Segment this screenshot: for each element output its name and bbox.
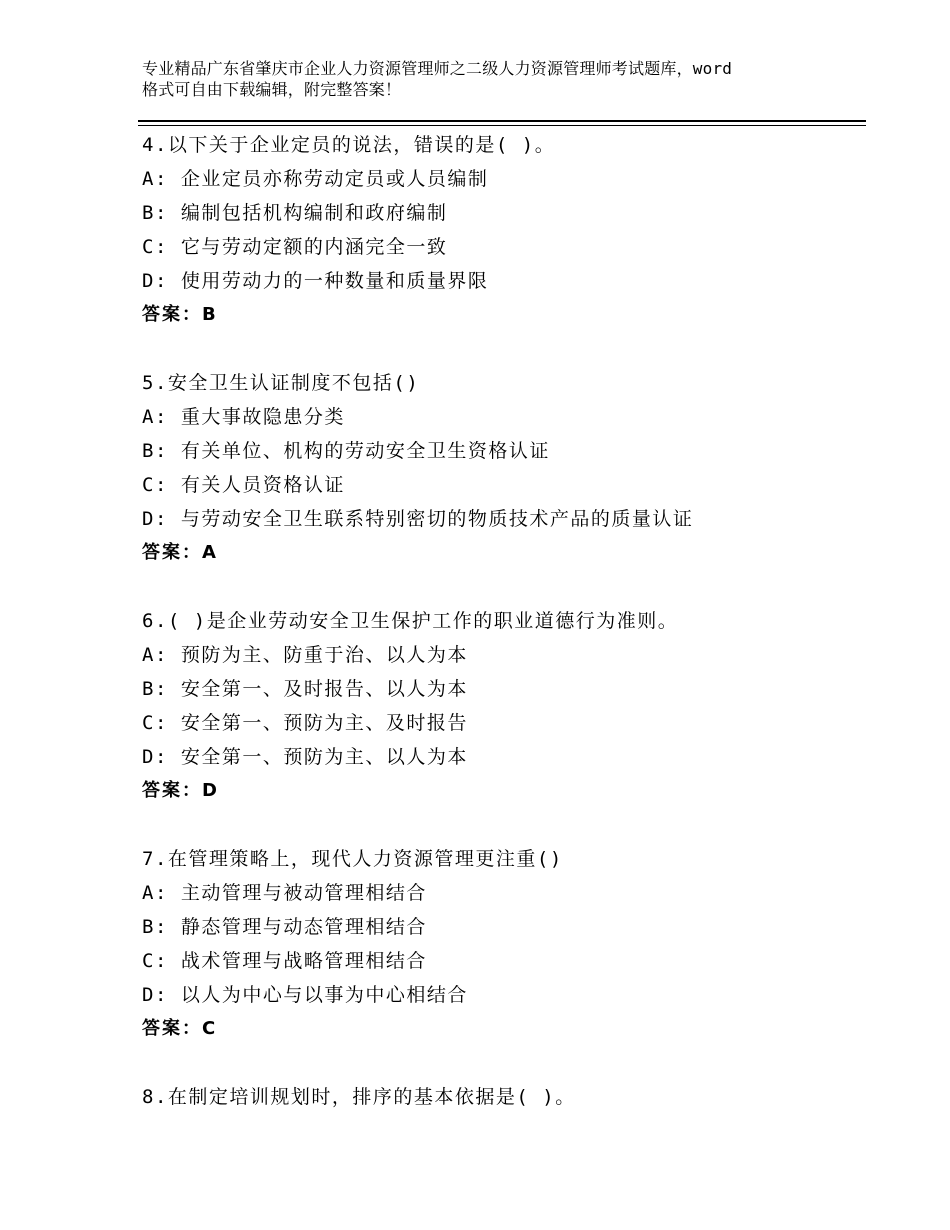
question-8 [142, 1080, 862, 1114]
question-stem: 4.以下关于企业定员的说法，错误的是( )。 [142, 134, 556, 156]
option-a: A: 企业定员亦称劳动定员或人员编制 [142, 168, 489, 190]
option-a: A: 主动管理与被动管理相结合 [142, 882, 427, 904]
question-stem: 5.安全卫生认证制度不包括() [142, 372, 420, 394]
option-d: D: 安全第一、预防为主、以人为本 [142, 746, 468, 768]
question-4 [142, 128, 862, 332]
document-header [142, 58, 842, 100]
header-line-1: 专业精品广东省肇庆市企业人力资源管理师之二级人力资源管理师考试题库，word [142, 59, 733, 78]
answer-label: 答案：C [142, 1018, 218, 1039]
option-c: C: 战术管理与战略管理相结合 [142, 950, 427, 972]
option-b: B: 静态管理与动态管理相结合 [142, 916, 427, 938]
option-d: D: 以人为中心与以事为中心相结合 [142, 984, 468, 1006]
question-6 [142, 604, 862, 808]
option-d: D: 与劳动安全卫生联系特别密切的物质技术产品的质量认证 [142, 508, 694, 530]
question-stem: 6.( )是企业劳动安全卫生保护工作的职业道德行为准则。 [142, 610, 679, 632]
question-stem: 8.在制定培训规划时，排序的基本依据是( )。 [142, 1086, 576, 1108]
option-d: D: 使用劳动力的一种数量和质量界限 [142, 270, 489, 292]
option-a: A: 预防为主、防重于治、以人为本 [142, 644, 468, 666]
option-b: B: 有关单位、机构的劳动安全卫生资格认证 [142, 440, 550, 462]
question-5 [142, 366, 862, 570]
answer-label: 答案：D [142, 780, 219, 801]
option-c: C: 有关人员资格认证 [142, 474, 345, 496]
answer-label: 答案：B [142, 304, 218, 325]
question-7 [142, 842, 862, 1046]
option-c: C: 安全第一、预防为主、及时报告 [142, 712, 468, 734]
option-a: A: 重大事故隐患分类 [142, 406, 345, 428]
option-b: B: 安全第一、及时报告、以人为本 [142, 678, 468, 700]
header-line-2: 格式可自由下载编辑，附完整答案！ [142, 80, 402, 99]
question-list [142, 128, 862, 1148]
question-stem: 7.在管理策略上，现代人力资源管理更注重() [142, 848, 563, 870]
header-divider [138, 120, 866, 126]
option-c: C: 它与劳动定额的内涵完全一致 [142, 236, 448, 258]
option-b: B: 编制包括机构编制和政府编制 [142, 202, 448, 224]
answer-label: 答案：A [142, 542, 218, 563]
